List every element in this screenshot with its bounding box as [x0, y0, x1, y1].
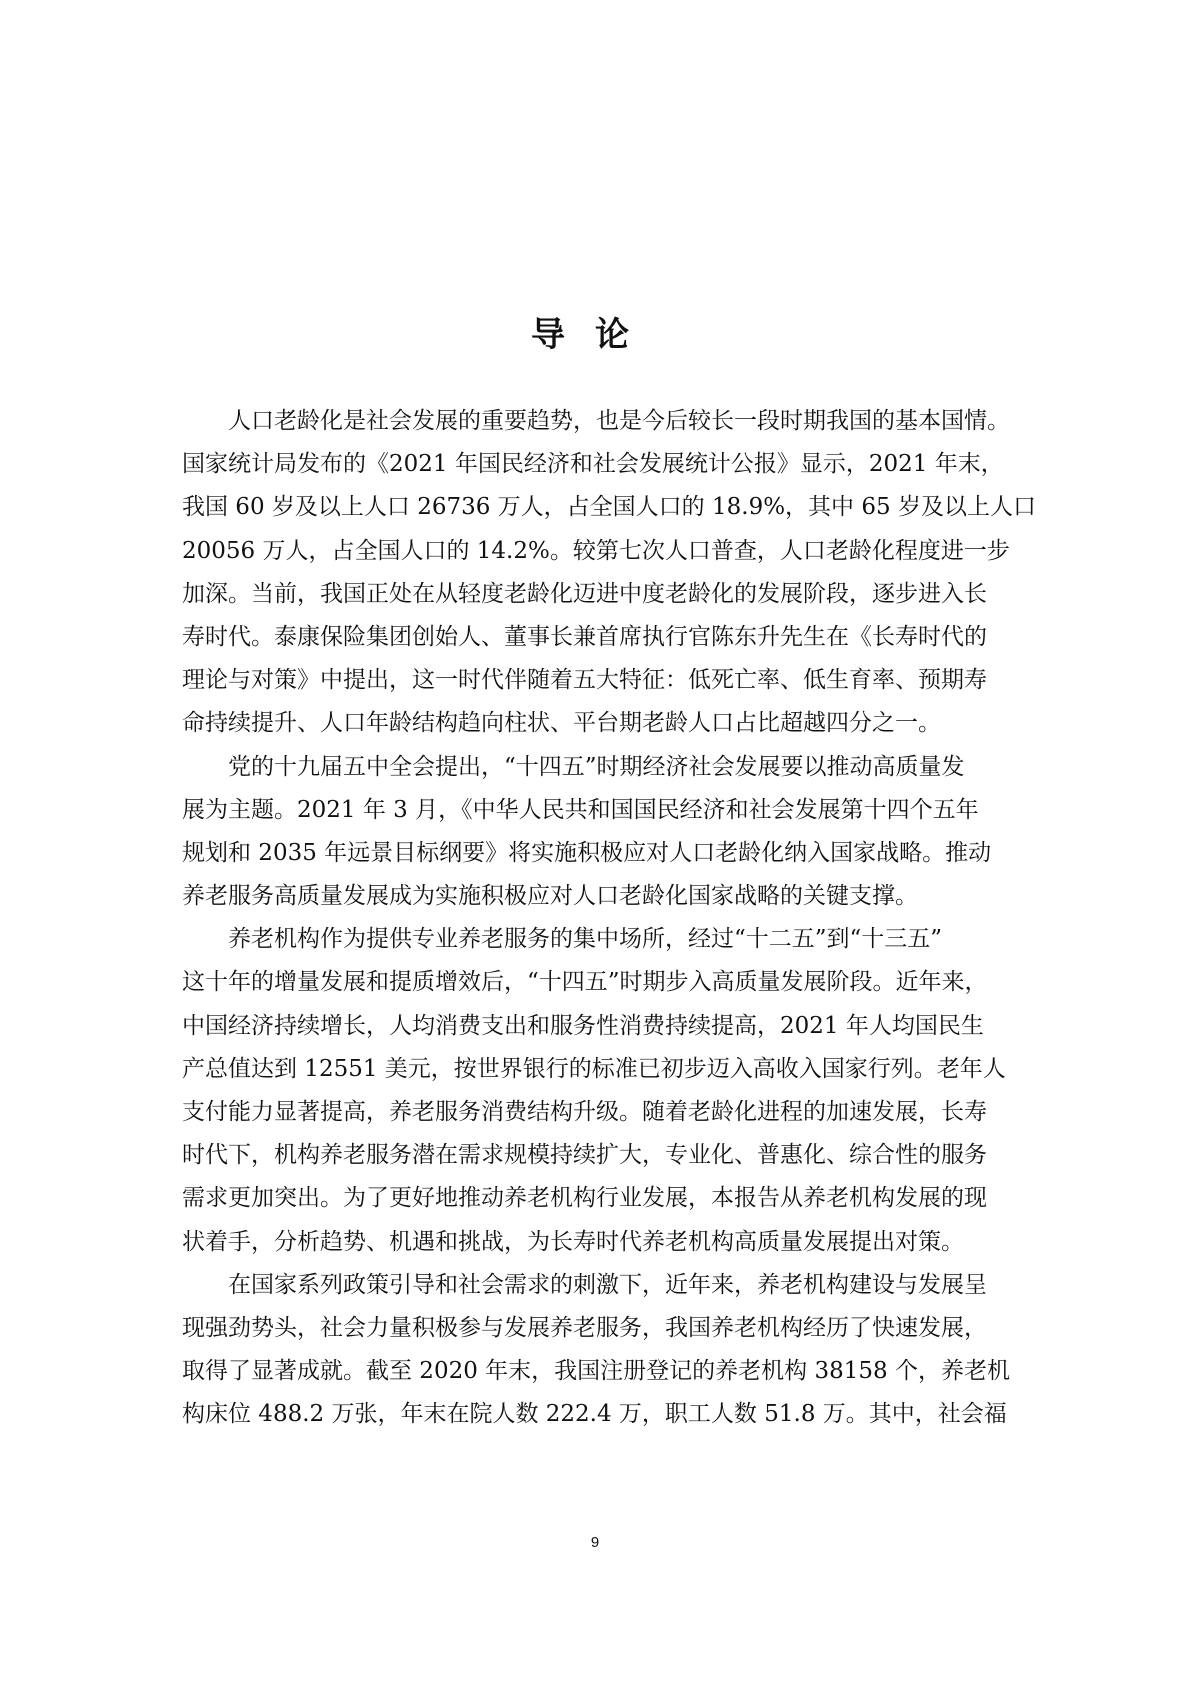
body-text — [182, 400, 1036, 1437]
paragraph-4-line-2: 现强劲势头，社会力量积极参与发展养老服务，我国养老机构经历了快速发展， — [182, 1314, 987, 1341]
paragraph-3-line-2: 这十年的增量发展和提质增效后，“十四五”时期步入高质量发展阶段。近年来， — [182, 969, 988, 996]
paragraph-4-line-4: 构床位 488.2 万张，年末在院人数 222.4 万，职工人数 51.8 万。其中，社会福 — [182, 1401, 1007, 1428]
paragraph-1-line-5: 加深。当前，我国正处在从轻度老龄化迈进中度老龄化的发展阶段，逐步进入长 — [182, 580, 987, 607]
paragraph-1-line-4: 20056 万人，占全国人口的 14.2%。较第七次人口普查，人口老龄化程度进一步 — [182, 537, 1010, 564]
paragraph-1-line-1: 人口老龄化是社会发展的重要趋势，也是今后较长一段时期我国的基本国情。 — [228, 408, 1010, 434]
paragraph-3-line-8: 状着手，分析趋势、机遇和挑战，为长寿时代养老机构高质量发展提出对策。 — [182, 1228, 964, 1255]
paragraph-3-line-1: 养老机构作为提供专业养老服务的集中场所，经过“十二五”到“十三五” — [228, 926, 943, 953]
paragraph-2-line-3: 规划和 2035 年远景目标纲要》将实施积极应对人口老龄化纳入国家战略。推动 — [182, 839, 992, 866]
paragraph-4-line-3: 取得了显著成就。截至 2020 年末，我国注册登记的养老机构 38158 个，养老机 — [182, 1358, 1010, 1385]
paragraph-2-line-2: 展为主题。2021 年 3 月，《中华人民共和国国民经济和社会发展第十四个五年 — [182, 796, 979, 823]
paragraph-3-line-5: 支付能力显著提高，养老服务消费结构升级。随着老龄化进程的加速发展，长寿 — [182, 1099, 987, 1125]
paragraph-3-line-6: 时代下，机构养老服务潜在需求规模持续扩大，专业化、普惠化、综合性的服务 — [182, 1142, 987, 1169]
paragraph-2-line-4: 养老服务高质量发展成为实施积极应对人口老龄化国家战略的关键支撑。 — [182, 883, 918, 910]
paragraph-2-line-1: 党的十九届五中全会提出，“十四五”时期经济社会发展要以推动高质量发 — [228, 753, 965, 780]
paragraph-1-line-6: 寿时代。泰康保险集团创始人、董事长兼首席执行官陈东升先生在《长寿时代的 — [182, 623, 987, 650]
paragraph-3-line-3: 中国经济持续增长，人均消费支出和服务性消费持续提高，2021 年人均国民生 — [182, 1012, 984, 1039]
paragraph-1-line-8: 命持续提升、人口年龄结构趋向柱状、平台期老龄人口占比超越四分之一。 — [182, 710, 941, 737]
paragraph-3-line-4: 产总值达到 12551 美元，按世界银行的标准已初步迈入高收入国家行列。老年人 — [182, 1055, 1006, 1082]
page-title: 导论 — [531, 315, 659, 355]
paragraph-4-line-1: 在国家系列政策引导和社会需求的刺激下，近年来，养老机构建设与发展呈 — [228, 1271, 987, 1298]
paragraph-1-line-7: 理论与对策》中提出，这一时代伴随着五大特征：低死亡率、低生育率、预期寿 — [182, 667, 987, 694]
paragraph-1-line-2: 国家统计局发布的《2021 年国民经济和社会发展统计公报》显示，2021 年末， — [182, 451, 1004, 478]
paragraph-1-line-3: 我国 60 岁及以上人口 26736 万人，占全国人口的 18.9%，其中 65 岁及以上人口 — [182, 494, 1036, 521]
paragraph-3-line-7: 需求更加突出。为了更好地推动养老机构行业发展，本报告从养老机构发展的现 — [182, 1185, 987, 1212]
page-number: 9 — [590, 1534, 600, 1551]
